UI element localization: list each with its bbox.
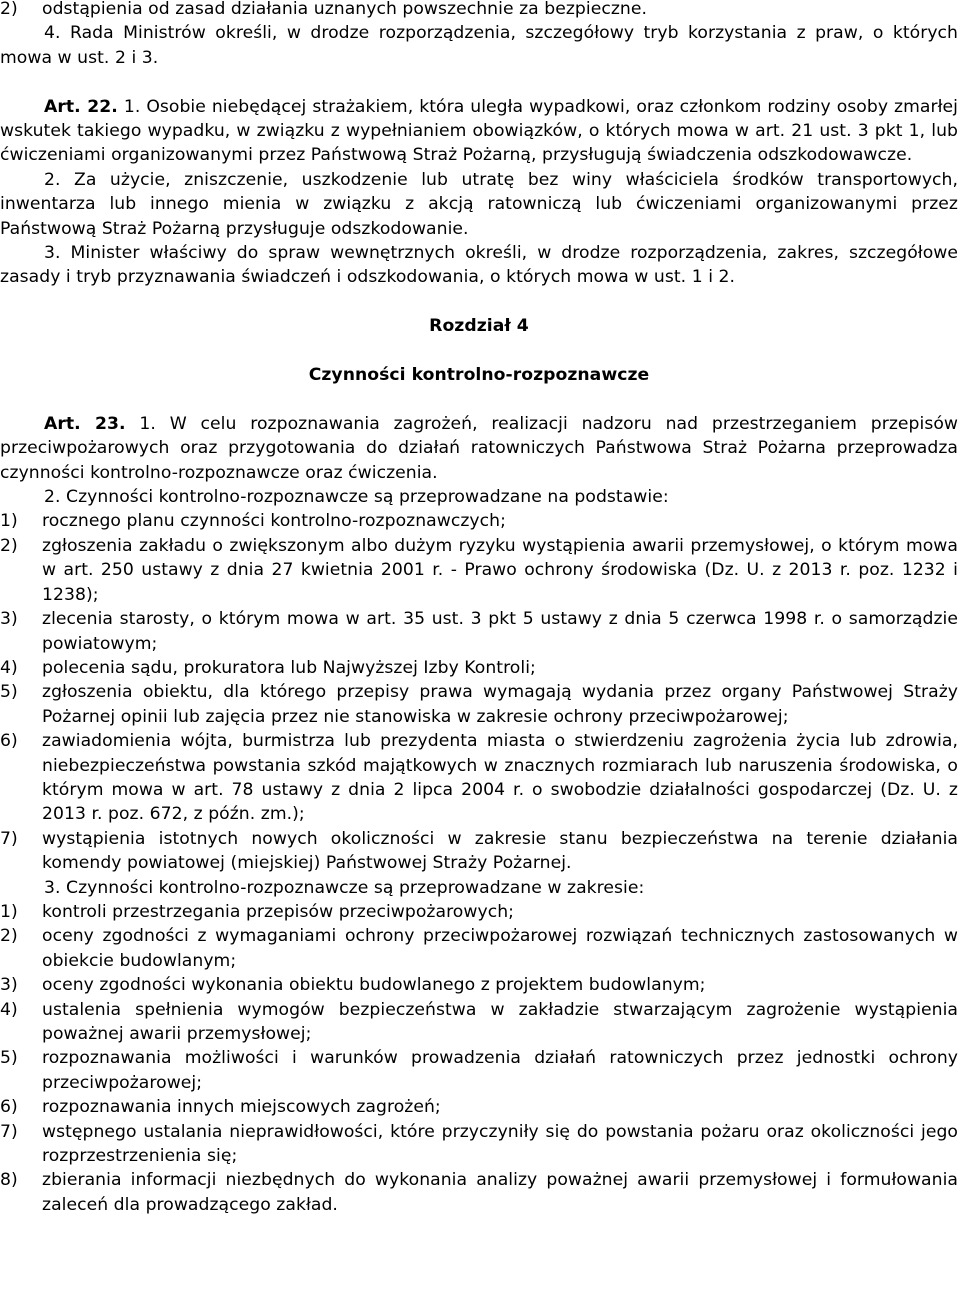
list-item [0,729,958,827]
list-item [0,509,958,533]
list-item-number: 2) [0,926,18,947]
list-item [0,998,958,1047]
list-item [0,1168,958,1217]
list-item-number: 7) [0,828,18,849]
list-item-number: 3) [0,975,18,996]
art23-paragraph-3: 3. Czynności kontrolno-rozpoznawcze są przeprowadzane w zakresie: [44,877,645,898]
list-item-number: 2) [0,0,18,19]
list-item-text: rozpoznawania możliwości i warunków prowadzenia działań ratowniczych przez jednostki ochrony przeciwpożarowej; [42,1048,958,1093]
art22-paragraph-1-text: 1. Osobie niebędącej strażakiem, która uległa wypadkowi, oraz członkom rodziny osoby zmarłej wskutek takiego wypadku, w związku z wypełnianiem obowiązków, o których mowa w art. 21 ust. 3 pkt 1, lub ćwiczeniami organizowanymi przez Państwową Straż Pożarną, przysługują świadczenia odszkodowawcze. [0,96,958,166]
list-item-number: 3) [0,609,18,630]
list-item [0,973,958,997]
list-item [0,656,958,680]
list-item-text: odstąpienia od zasad działania uznanych powszechnie za bezpieczne. [42,0,647,19]
list-item-text: zgłoszenia obiektu, dla którego przepisy prawa wymagają wydania przez organy Państwowej Straży Pożarnej opinii lub zajęcia przez nie stanowiska w zakresie ochrony przeciwpożarowej; [42,682,958,727]
art22-paragraph-2: 2. Za użycie, zniszczenie, uszkodzenie lub utratę bez winy właściciela środków transportowych, inwentarza lub innego mienia w związku z akcją ratowniczą lub ćwiczeniami organizowanymi przez Państwową Straż Pożarną przysługuje odszkodowanie. [0,169,958,239]
art21-paragraph-4: 4. Rada Ministrów określi, w drodze rozporządzenia, szczegółowy tryb korzystania z praw, o których mowa w ust. 2 i 3. [0,23,958,68]
spacer [0,70,958,94]
list-item [0,1046,958,1095]
list-item-text: zgłoszenia zakładu o zwiększonym albo dużym ryzyku wystąpienia awarii przemysłowej, o którym mowa w art. 250 ustawy z dnia 27 kwietnia 2001 r. - Prawo ochrony środowiska (Dz. U. z 2013 r. poz. 1232 i 1238); [42,535,958,605]
art22-paragraph-1 [0,95,958,168]
list-item-text: rocznego planu czynności kontrolno-rozpoznawczych; [42,511,506,532]
list-item [0,1120,958,1169]
art23-paragraph-3-list [0,900,958,1217]
list-item [0,607,958,656]
list-item [0,827,958,876]
list-item-number: 4) [0,657,18,678]
list-item-text: oceny zgodności z wymaganiami ochrony przeciwpożarowej rozwiązań technicznych zastosowanych w obiekcie budowlanym; [42,926,958,971]
list-item-number: 1) [0,901,18,922]
list-item [0,900,958,924]
list-item-text: zbierania informacji niezbędnych do wykonania analizy poważnej awarii przemysłowej i formułowania zaleceń dla prowadzącego zakład. [42,1170,958,1215]
art23-paragraph-1-text: 1. W celu rozpoznawania zagrożeń, realizacji nadzoru nad przestrzeganiem przepisów przeciwpożarowych oraz przygotowania do działań ratowniczych Państwowa Straż Pożarna przeprowadza czynności kontrolno-rozpoznawcze oraz ćwiczenia. [0,413,958,483]
list-item-text: rozpoznawania innych miejscowych zagrożeń; [42,1097,441,1118]
list-item-text: wstępnego ustalania nieprawidłowości, które przyczyniły się do powstania pożaru oraz okoliczności jego rozprzestrzenienia się; [42,1121,958,1167]
art23-paragraph-1 [0,412,958,485]
art22-label: Art. 22. [44,96,118,117]
list-item-number: 1) [0,511,18,532]
art23-label: Art. 23. [44,413,126,434]
list-item [0,534,958,607]
list-item-text: zawiadomienia wójta, burmistrza lub prezydenta miasta o stwierdzeniu zagrożenia życia lub zdrowia, niebezpieczeństwa powstania szkód majątkowych w znacznych rozmiarach lub naruszenia środowiska, o którym mowa w art. 78 ustawy z dnia 2 lipca 2004 r. o swobodzie działalności gospodarczej (Dz. U. z 2013 r. poz. 672, z późn. zm.); [42,731,958,825]
list-item [0,1095,958,1119]
list-item-number: 6) [0,731,18,752]
art22-paragraph-3: 3. Minister właściwy do spraw wewnętrznych określi, w drodze rozporządzenia, zakres, szczegółowe zasady i tryb przyznawania świadczeń i odszkodowania, o których mowa w ust. 1 i 2. [0,243,958,288]
list-item-number: 6) [0,1097,18,1118]
list-item-number: 7) [0,1121,18,1142]
art23-paragraph-2-list [0,509,958,875]
list-item-number: 8) [0,1170,18,1191]
list-item-number: 5) [0,682,18,703]
list-item-number: 5) [0,1048,18,1069]
list-item-number: 2) [0,535,18,556]
list-item-text: polecenia sądu, prokuratora lub Najwyższej Izby Kontroli; [42,657,536,678]
list-item [0,0,958,21]
list-item-text: wystąpienia istotnych nowych okoliczności w zakresie stanu bezpieczeństwa na terenie działania komendy powiatowej (miejskiej) Państwowej Straży Pożarnej. [42,828,958,874]
chapter-subtitle: Czynności kontrolno-rozpoznawcze [308,365,650,386]
list-item [0,924,958,973]
list-item-text: ustalenia spełnienia wymogów bezpieczeństwa w zakładzie stwarzającym zagrożenie wystąpienia poważnej awarii przemysłowej; [42,999,958,1044]
list-item-text: zlecenia starosty, o którym mowa w art. 35 ust. 3 pkt 5 ustawy z dnia 5 czerwca 1998 r. o samorządzie powiatowym; [42,609,958,654]
art23-paragraph-2: 2. Czynności kontrolno-rozpoznawcze są przeprowadzane na podstawie: [44,487,669,508]
chapter-title: Rozdział 4 [429,316,529,337]
list-item-number: 4) [0,999,18,1020]
list-item [0,680,958,729]
list-item-text: oceny zgodności wykonania obiektu budowlanego z projektem budowlanym; [42,975,706,996]
list-item-text: kontroli przestrzegania przepisów przeciwpożarowych; [42,901,514,922]
